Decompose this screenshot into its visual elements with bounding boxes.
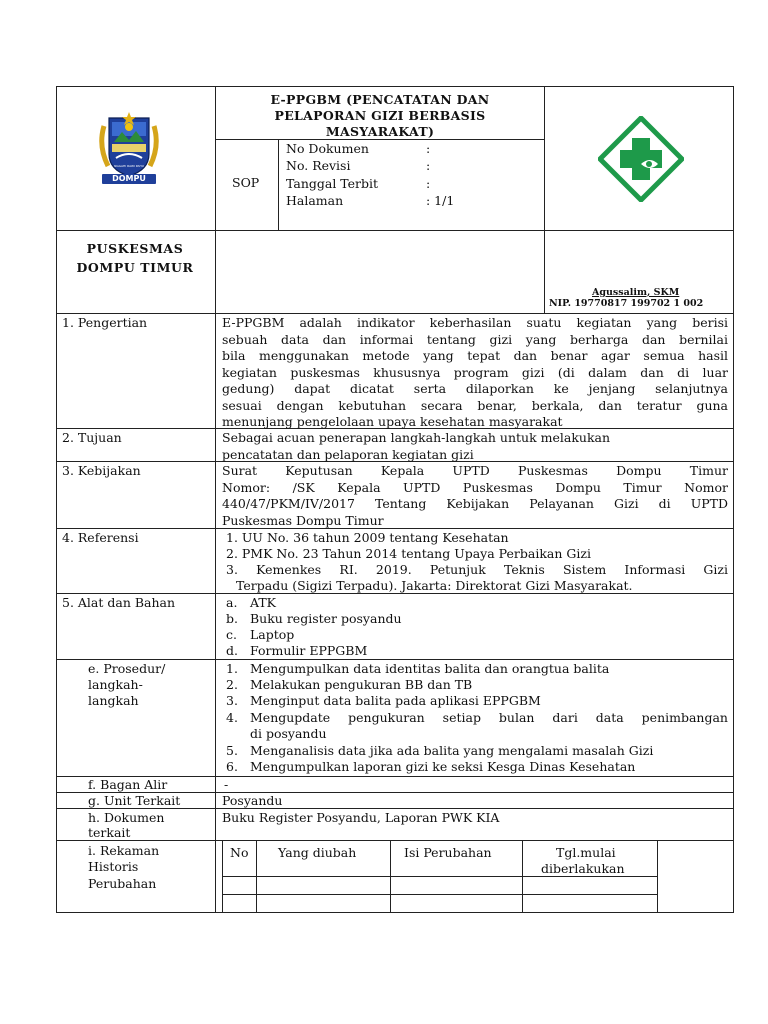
list-item: Formulir EPPGBM xyxy=(250,643,368,658)
dompu-logo xyxy=(94,112,164,186)
referensi-item: 1. UU No. 36 tahun 2009 tentang Kesehatan xyxy=(226,530,509,545)
bagan-value: - xyxy=(224,777,229,792)
label-line: h. Dokumen xyxy=(88,810,165,825)
meta-label: No. Revisi xyxy=(286,158,351,173)
list-mark: 3. xyxy=(226,693,238,708)
list-item: ATK xyxy=(250,595,277,610)
org-line: PUSKESMAS xyxy=(86,241,184,256)
label-line: langkah xyxy=(88,693,139,708)
dokumen-value: Buku Register Posyandu, Laporan PWK KIA xyxy=(222,810,500,825)
list-mark: 2. xyxy=(226,677,238,692)
list-mark: 1. xyxy=(226,661,238,676)
meta-label: Halaman xyxy=(286,193,344,208)
section-label-pengertian: 1. Pengertian xyxy=(62,315,148,330)
list-item: di posyandu xyxy=(250,726,327,741)
text-line: pencatatan dan pelaporan kegiatan gizi xyxy=(222,446,474,462)
section-label-alat: 5. Alat dan Bahan xyxy=(62,595,176,610)
org-line: DOMPU TIMUR xyxy=(76,260,194,275)
text-line: E-PPGBM adalah indikator keberhasilan suatu kegiatan yang berisi xyxy=(222,315,728,330)
sop-title-line: E-PPGBM (PENCATATAN DAN xyxy=(270,92,490,107)
meta-value: : xyxy=(426,158,431,173)
section-label-referensi: 4. Referensi xyxy=(62,530,139,545)
section-label-kebijakan: 3. Kebijakan xyxy=(62,463,141,478)
meta-value: : xyxy=(426,176,431,191)
table-header: Isi Perubahan xyxy=(404,845,492,860)
table-header: diberlakukan xyxy=(541,861,625,876)
label-line: Perubahan xyxy=(88,876,157,891)
org-name xyxy=(60,241,210,276)
table-header: Yang diubah xyxy=(278,845,357,860)
list-mark: 6. xyxy=(226,759,238,774)
label-line: langkah- xyxy=(88,677,143,692)
text-line: bila menggunakan metode yang tepat dan benar agar semua hasil xyxy=(222,348,728,363)
referensi-item-cont: Terpadu (Sigizi Terpadu). Jakarta: Direktorat Gizi Masyarakat. xyxy=(236,578,633,593)
list-item: Buku register posyandu xyxy=(250,611,402,626)
text-line: kegiatan puskesmas khususnya program gizi (di dalam dan di luar xyxy=(222,364,728,380)
text-line: sesuai dengan kebutuhan secara benar, berkala, dan teratur guna xyxy=(222,397,728,413)
text-line: Nomor: /SK Kepala UPTD Puskesmas Dompu Timur Nomor xyxy=(222,479,728,495)
label-line: e. Prosedur/ xyxy=(88,661,166,676)
sop-title-line: PELAPORAN GIZI BERBASIS xyxy=(274,108,486,123)
text-line: 3. Kemenkes RI. 2019. Petunjuk Teknis Sistem Informasi Gizi xyxy=(226,562,728,577)
label-line: i. Rekaman xyxy=(88,843,160,858)
sop-label: SOP xyxy=(232,175,260,190)
text-line: Mengupdate pengukuran setiap bulan dari data penimbangan xyxy=(250,710,728,725)
signer-nip: NIP. 19770817 199702 1 002 xyxy=(549,298,704,309)
section-label-bagan: f. Bagan Alir xyxy=(88,777,168,792)
meta-value: : 1/1 xyxy=(426,193,455,208)
referensi-item: 2. PMK No. 23 Tahun 2014 tentang Upaya Perbaikan Gizi xyxy=(226,546,591,561)
meta-label: Tanggal Terbit xyxy=(286,176,379,191)
text-line: Surat Keputusan Kepala UPTD Puskesmas Dompu Timur xyxy=(222,463,728,478)
text-line: sebuah data dan informai tentang gizi yang berharga dan bernilai xyxy=(222,331,728,347)
puskesmas-logo xyxy=(598,116,684,202)
list-item: Mengumpulkan laporan gizi ke seksi Kesga Dinas Kesehatan xyxy=(250,759,636,774)
text-line: menunjang pengelolaan upaya kesehatan masyarakat xyxy=(222,414,563,429)
logo-label: DOMPU xyxy=(112,174,146,183)
logo-motto: NGGAHI RAWI PAHU xyxy=(114,164,144,168)
list-item: Laptop xyxy=(250,627,295,642)
sop-title-line: MASYARAKAT) xyxy=(325,124,435,139)
text-line: gedung) dapat dicatat serta dilaporkan ke jenjang selanjutnya xyxy=(222,381,728,396)
kebijakan-text xyxy=(222,463,728,529)
text-line: 440/47/PKM/IV/2017 Tentang Kebijakan Pelayanan Gizi di UPTD xyxy=(222,496,728,511)
meta-value: : xyxy=(426,141,431,156)
list-item xyxy=(250,710,728,727)
text-line: Puskesmas Dompu Timur xyxy=(222,512,384,528)
list-item: Menganalisis data jika ada balita yang mengalami masalah Gizi xyxy=(250,743,654,758)
list-item: Mengumpulkan data identitas balita dan orangtua balita xyxy=(250,661,610,676)
list-mark: 4. xyxy=(226,710,238,725)
text-line: Sebagai acuan penerapan langkah-langkah untuk melakukan xyxy=(222,430,611,445)
list-mark: c. xyxy=(226,627,237,642)
list-item: Menginput data balita pada aplikasi EPPGBM xyxy=(250,693,541,708)
meta-label: No Dokumen xyxy=(286,141,369,156)
label-line: terkait xyxy=(88,825,131,840)
list-mark: 5. xyxy=(226,743,238,758)
unit-value: Posyandu xyxy=(222,793,283,808)
list-item: Melakukan pengukuran BB dan TB xyxy=(250,677,473,692)
section-label-unit: g. Unit Terkait xyxy=(88,793,181,808)
referensi-item xyxy=(226,562,728,579)
sop-title xyxy=(216,92,544,140)
pengertian-text xyxy=(222,315,728,431)
table-header: Tgl.mulai xyxy=(556,845,616,860)
list-mark: a. xyxy=(226,595,238,610)
table-header: No xyxy=(230,845,249,860)
list-mark: b. xyxy=(226,611,238,626)
signer-name: Agussalim, SKM xyxy=(592,287,680,298)
label-line: Historis xyxy=(88,859,139,874)
section-label-tujuan: 2. Tujuan xyxy=(62,430,122,445)
tujuan-text xyxy=(222,430,728,463)
list-mark: d. xyxy=(226,643,238,658)
